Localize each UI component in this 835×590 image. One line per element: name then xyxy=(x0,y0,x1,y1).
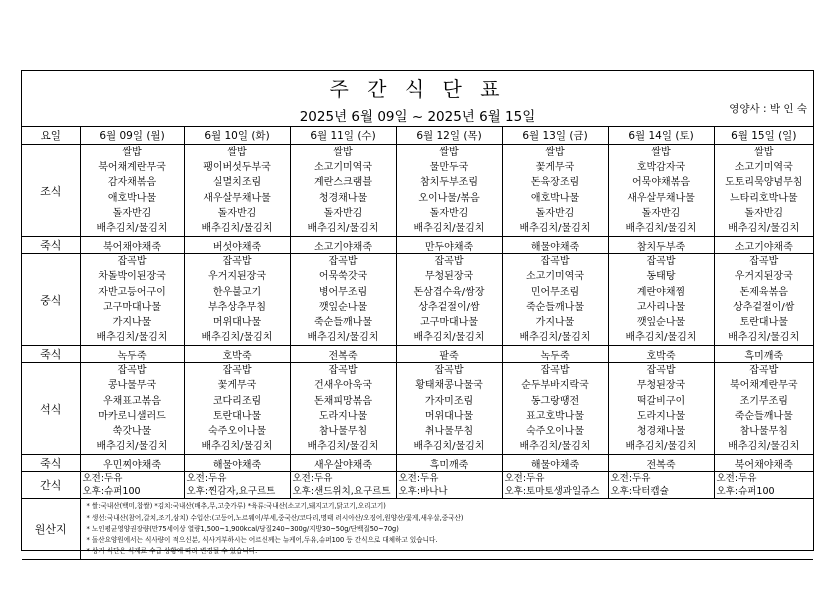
day-header: 6월 09일 (월) xyxy=(80,127,184,145)
day-menu-cell xyxy=(184,145,290,237)
menu-item: 도라지나물 xyxy=(636,410,686,422)
menu-item: 동그랑땡전 xyxy=(530,395,580,407)
menu-item: 어묵야채볶음 xyxy=(632,177,690,189)
menu-item: 배추김치/물김치 xyxy=(625,222,697,234)
menu-item: 배추김치/물김치 xyxy=(413,222,485,234)
menu-item: 배추김치/물김치 xyxy=(728,441,800,453)
menu-item: 한우불고기 xyxy=(212,286,262,298)
menu-item: 우거지된장국 xyxy=(208,271,266,283)
menu-item: 죽순들깨나물 xyxy=(734,410,793,422)
menu-item: 배추김치/물김치 xyxy=(96,332,168,344)
menu-item: 건새우아욱국 xyxy=(314,380,372,392)
menu-item: 우채표고볶음 xyxy=(103,395,161,407)
menu-item: 소고기미역국 xyxy=(314,162,372,174)
note-line: * 상기 식단은 식재료 수급 상황에 따라 변경될 수 있습니다. xyxy=(86,547,258,556)
snack-cell xyxy=(290,472,396,499)
porridge-item: 북어채야채죽 xyxy=(80,237,184,254)
menu-item: 꽃게무국 xyxy=(217,380,257,392)
menu-item: 고구마대나물 xyxy=(420,316,478,328)
porridge-item: 버섯야채죽 xyxy=(184,237,290,254)
menu-item: 쑥갓나물 xyxy=(112,426,152,437)
snack-item: 오후:슈퍼100 xyxy=(82,486,141,498)
menu-item: 돌자반김 xyxy=(112,207,152,219)
snack-row xyxy=(22,472,813,499)
menu-item: 새우살무채나물 xyxy=(627,192,695,204)
day-menu-cell xyxy=(290,254,396,346)
menu-item: 돈제육볶음 xyxy=(739,286,788,298)
porridge-item: 녹두죽 xyxy=(502,346,608,363)
menu-item: 황태채콩나물국 xyxy=(415,380,483,392)
menu-item: 북어채계란무국 xyxy=(729,380,798,392)
menu-item: 계란스크램블 xyxy=(314,177,372,189)
origin-label: 원산지 xyxy=(22,499,80,560)
page-title: 주 간 식 단 표 xyxy=(329,77,506,101)
menu-item: 순두부바지락국 xyxy=(521,380,589,392)
weekly-menu-table xyxy=(22,126,813,560)
note-line: * 노인평균영양권장량(만75세이상 열량1,500~1,900kcal/당질240~300g/지방30~50g/단백질50~70g) xyxy=(86,524,399,533)
snack-cell xyxy=(80,472,184,499)
menu-item: 쌀밥 xyxy=(545,147,565,158)
menu-item: 참나물무침 xyxy=(739,426,788,437)
snack-item: 오전:두유 xyxy=(186,473,227,485)
snack-label: 간식 xyxy=(22,472,80,499)
porridge-label: 죽식 xyxy=(22,346,80,363)
menu-item: 조기무조림 xyxy=(739,395,788,407)
day-header: 6월 11일 (수) xyxy=(290,127,396,145)
menu-item: 배추김치/물김치 xyxy=(307,441,379,453)
day-header: 6월 13일 (금) xyxy=(502,127,608,145)
origin-notes xyxy=(80,499,813,560)
menu-item: 배추김치/물김치 xyxy=(201,441,273,453)
day-menu-cell xyxy=(502,363,608,455)
snack-item: 오전:두유 xyxy=(716,473,757,485)
porridge-item: 호박죽 xyxy=(184,346,290,363)
menu-item: 무청된장국 xyxy=(636,380,686,392)
menu-item: 배추김치/물김치 xyxy=(625,332,697,344)
menu-item: 계란야채찜 xyxy=(636,286,686,298)
snack-item: 오전:두유 xyxy=(398,473,439,485)
porridge-item: 전복죽 xyxy=(608,455,714,472)
day-header-row xyxy=(22,127,813,145)
breakfast-porridge-row xyxy=(22,237,813,254)
menu-item: 쌀밥 xyxy=(122,147,142,158)
porridge-item: 흑미깨죽 xyxy=(396,455,502,472)
menu-item: 잡곡밥 xyxy=(646,256,676,268)
day-menu-cell xyxy=(290,145,396,237)
day-menu-cell xyxy=(396,363,502,455)
menu-item: 돌자반김 xyxy=(323,207,363,219)
day-menu-cell xyxy=(608,254,714,346)
menu-item: 배추김치/물김치 xyxy=(519,332,591,344)
menu-item: 잡곡밥 xyxy=(540,365,570,377)
menu-item: 잡곡밥 xyxy=(222,365,252,377)
lunch-porridge-row xyxy=(22,346,813,363)
porridge-item: 소고기야채죽 xyxy=(290,237,396,254)
porridge-item: 북어채야채죽 xyxy=(714,455,813,472)
day-menu-cell xyxy=(714,145,813,237)
menu-item: 물만두국 xyxy=(429,162,469,174)
menu-item: 잡곡밥 xyxy=(540,256,570,268)
snack-item: 오후:바나나 xyxy=(398,486,448,498)
menu-item: 배추김치/물김치 xyxy=(625,441,697,453)
menu-sheet xyxy=(21,70,814,556)
menu-item: 배추김치/물김치 xyxy=(201,222,273,234)
menu-item: 참치두부조림 xyxy=(420,177,478,189)
menu-item: 쌀밥 xyxy=(754,147,774,158)
menu-item: 잡곡밥 xyxy=(328,256,358,268)
menu-item: 돈삼겹수육/쌈장 xyxy=(413,286,485,298)
menu-item: 돌자반김 xyxy=(429,207,469,219)
porridge-item: 소고기야채죽 xyxy=(714,237,813,254)
snack-item: 오전:두유 xyxy=(610,473,651,485)
snack-item: 오후:슈퍼100 xyxy=(716,486,775,498)
menu-item: 깻잎순나물 xyxy=(636,316,686,328)
snack-cell xyxy=(502,472,608,499)
menu-item: 애호박나물 xyxy=(107,192,157,204)
menu-item: 가자미조림 xyxy=(424,395,474,407)
day-menu-cell xyxy=(80,145,184,237)
dinner-porridge-row xyxy=(22,455,813,472)
snack-item: 오후:찐감자,요구르트 xyxy=(186,486,276,498)
menu-item: 가지나물 xyxy=(535,316,575,328)
menu-item: 돈육장조림 xyxy=(530,177,580,189)
menu-item: 청경채나물 xyxy=(636,426,686,437)
menu-item: 배추김치/물김치 xyxy=(307,222,379,234)
week-period: 2025년 6월 09일 ~ 2025년 6월 15일 xyxy=(299,109,536,125)
menu-item: 돈채피망볶음 xyxy=(314,395,372,407)
menu-item: 소고기미역국 xyxy=(734,162,793,174)
menu-item: 마카로니샐러드 xyxy=(98,410,166,422)
menu-item: 어묵쑥갓국 xyxy=(318,271,368,283)
snack-item: 오전:두유 xyxy=(292,473,333,485)
menu-item: 오이나물/볶음 xyxy=(418,192,480,204)
menu-item: 잡곡밥 xyxy=(328,365,358,377)
menu-item: 잡곡밥 xyxy=(749,365,779,377)
porridge-item: 녹두죽 xyxy=(80,346,184,363)
breakfast-row xyxy=(22,145,813,237)
menu-item: 쌀밥 xyxy=(651,147,671,158)
menu-item: 배추김치/물김치 xyxy=(307,332,379,344)
menu-item: 잡곡밥 xyxy=(117,365,147,377)
porridge-item: 새우살야채죽 xyxy=(290,455,396,472)
day-menu-cell xyxy=(184,363,290,455)
day-header: 6월 15일 (일) xyxy=(714,127,813,145)
menu-item: 무청된장국 xyxy=(424,271,474,283)
menu-item: 머위대나물 xyxy=(212,316,262,328)
menu-item: 돌자반김 xyxy=(744,207,784,219)
menu-item: 배추김치/물김치 xyxy=(519,222,591,234)
snack-item: 오전:두유 xyxy=(82,473,123,485)
menu-item: 애호박나물 xyxy=(530,192,580,204)
note-line: * 생선:국내산(참어,갈치,조기,삼치) 수입산:(고등어,노르웨이/부세,중국산/코다리,명태 러시아산/오징어,원양산/꽃게,새우살,중국산) xyxy=(86,513,464,522)
day-menu-cell xyxy=(714,254,813,346)
menu-item: 우거지된장국 xyxy=(734,271,793,283)
menu-item: 토란대나물 xyxy=(739,316,788,328)
menu-item: 청경채나물 xyxy=(318,192,368,204)
menu-item: 떡갈비구이 xyxy=(636,395,686,407)
menu-item: 표고호박나물 xyxy=(526,410,584,422)
menu-item: 느타리호박나물 xyxy=(729,192,798,204)
menu-item: 참나물무침 xyxy=(318,426,368,437)
menu-item: 상추겉절이/쌈 xyxy=(733,301,795,313)
menu-item: 취나물무침 xyxy=(424,426,474,437)
day-menu-cell xyxy=(396,254,502,346)
menu-item: 도라지나물 xyxy=(318,410,368,422)
menu-item: 배추김치/물김치 xyxy=(728,332,800,344)
dinner-row xyxy=(22,363,813,455)
menu-item: 병어무조림 xyxy=(318,286,368,298)
day-header: 6월 14일 (토) xyxy=(608,127,714,145)
menu-item: 상추겉절이/쌈 xyxy=(418,301,480,313)
porridge-label: 죽식 xyxy=(22,455,80,472)
menu-item: 잡곡밥 xyxy=(434,256,464,268)
menu-item: 배추김치/물김치 xyxy=(413,332,485,344)
menu-item: 돌자반김 xyxy=(535,207,575,219)
porridge-item: 우민찌야채죽 xyxy=(80,455,184,472)
menu-item: 동태탕 xyxy=(646,271,676,283)
dietitian-name: 영양사 : 박 인 숙 xyxy=(729,103,807,115)
menu-item: 배추김치/물김치 xyxy=(96,222,168,234)
menu-item: 배추김치/물김치 xyxy=(519,441,591,453)
snack-item: 오후:샌드위치,요구르트 xyxy=(292,486,391,498)
snack-cell xyxy=(184,472,290,499)
menu-item: 죽순들깨나물 xyxy=(526,301,584,313)
meal-label: 중식 xyxy=(22,254,80,346)
menu-item: 실멸치조림 xyxy=(212,177,262,189)
menu-item: 소고기미역국 xyxy=(526,271,584,283)
porridge-item: 해물야채죽 xyxy=(502,455,608,472)
day-menu-cell xyxy=(80,254,184,346)
meal-label: 조식 xyxy=(22,145,80,237)
menu-item: 배추김치/물김치 xyxy=(413,441,485,453)
lunch-row xyxy=(22,254,813,346)
day-menu-cell xyxy=(502,145,608,237)
porridge-item: 팥죽 xyxy=(396,346,502,363)
menu-item: 숙주오이나물 xyxy=(526,426,584,437)
menu-item: 배추김치/물김치 xyxy=(728,222,800,234)
day-menu-cell xyxy=(714,363,813,455)
day-menu-cell xyxy=(502,254,608,346)
day-menu-cell xyxy=(290,363,396,455)
menu-item: 깻잎순나물 xyxy=(318,301,368,313)
menu-item: 차돌박이된장국 xyxy=(98,271,166,283)
menu-item: 배추김치/물김치 xyxy=(96,441,168,453)
menu-item: 가지나물 xyxy=(112,316,152,328)
menu-item: 잡곡밥 xyxy=(646,365,676,377)
porridge-label: 죽식 xyxy=(22,237,80,254)
day-menu-cell xyxy=(184,254,290,346)
weekday-corner-label: 요일 xyxy=(22,127,80,145)
menu-item: 고구마대나물 xyxy=(103,301,161,313)
menu-item: 머위대나물 xyxy=(424,410,474,422)
menu-item: 도토리묵양념무침 xyxy=(725,177,803,189)
day-menu-cell xyxy=(396,145,502,237)
porridge-item: 흑미깨죽 xyxy=(714,346,813,363)
origin-row xyxy=(22,499,813,560)
menu-item: 돌자반김 xyxy=(641,207,681,219)
menu-item: 쌀밥 xyxy=(333,147,353,158)
porridge-item: 해물야채죽 xyxy=(184,455,290,472)
meal-label: 석식 xyxy=(22,363,80,455)
menu-item: 잡곡밥 xyxy=(749,256,779,268)
porridge-item: 만두야채죽 xyxy=(396,237,502,254)
day-menu-cell xyxy=(608,363,714,455)
menu-item: 감자채볶음 xyxy=(107,177,157,189)
menu-item: 쌀밥 xyxy=(439,147,459,158)
snack-item: 오후:토마토생과일쥬스 xyxy=(504,486,600,498)
snack-cell xyxy=(714,472,813,499)
menu-item: 꽃게무국 xyxy=(535,162,575,174)
menu-item: 호박감자국 xyxy=(636,162,686,174)
snack-cell xyxy=(396,472,502,499)
day-header: 6월 12일 (목) xyxy=(396,127,502,145)
porridge-item: 해물야채죽 xyxy=(502,237,608,254)
menu-item: 북어채계란무국 xyxy=(98,162,166,174)
menu-item: 민어무조림 xyxy=(530,286,580,298)
day-menu-cell xyxy=(608,145,714,237)
menu-item: 죽순들깨나물 xyxy=(314,316,372,328)
menu-item: 배추김치/물김치 xyxy=(201,332,273,344)
menu-item: 돌자반김 xyxy=(217,207,257,219)
menu-item: 숙주오이나물 xyxy=(208,426,266,437)
porridge-item: 참치두부죽 xyxy=(608,237,714,254)
menu-item: 고사리나물 xyxy=(636,301,686,313)
menu-item: 팽이버섯두부국 xyxy=(203,162,271,174)
menu-item: 부추상추무침 xyxy=(208,301,266,313)
note-line: * 쌀:국내산(백미,찹쌀) *김치:국내산(배추,무,고춧가루) *육류:국내산(소고기,돼지고기,닭고기,오리고기) xyxy=(86,502,386,511)
menu-item: 잡곡밥 xyxy=(117,256,147,268)
menu-item: 잡곡밥 xyxy=(434,365,464,377)
note-line: * 돌산요양원에서는 식사량이 적으신분, 식사거부하시는 어르신께는 뉴케어,두유,슈퍼100 등 간식으로 대체하고 있습니다. xyxy=(86,535,438,544)
day-header: 6월 10일 (화) xyxy=(184,127,290,145)
porridge-item: 전복죽 xyxy=(290,346,396,363)
snack-item: 오후:닥터캡슐 xyxy=(610,486,669,498)
menu-item: 토란대나물 xyxy=(212,410,262,422)
porridge-item: 호박죽 xyxy=(608,346,714,363)
menu-item: 새우살무채나물 xyxy=(203,192,271,204)
menu-item: 쌀밥 xyxy=(227,147,247,158)
menu-item: 자반고등어구이 xyxy=(98,286,166,298)
menu-item: 콩나물무국 xyxy=(107,380,157,392)
menu-item: 잡곡밥 xyxy=(222,256,252,268)
snack-cell xyxy=(608,472,714,499)
day-menu-cell xyxy=(80,363,184,455)
snack-item: 오전:두유 xyxy=(504,473,545,485)
menu-item: 코다리조림 xyxy=(212,395,262,407)
